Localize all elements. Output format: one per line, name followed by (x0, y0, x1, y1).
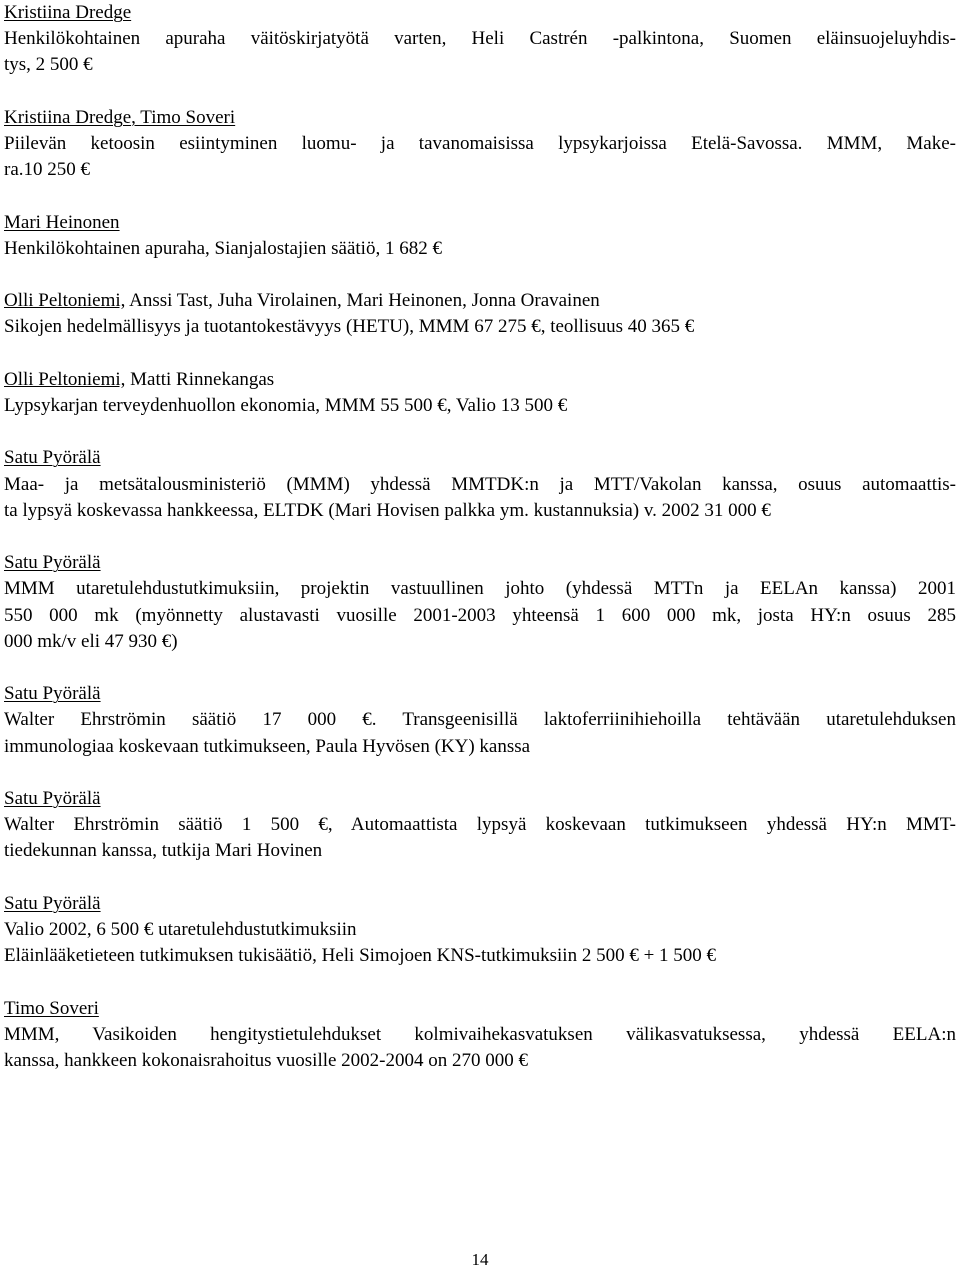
researcher-names (4, 288, 956, 314)
grant-description-line: tys, 2 500 € (4, 54, 93, 76)
grant-description-line: Walter Ehrströmin säätiö 1 500 €, Automaattista lypsyä koskevaan tutkimukseen yhdessä HY:n MMT- (4, 814, 956, 836)
researcher-name: Satu Pyörälä (4, 892, 101, 914)
grant-entry (4, 288, 956, 340)
grant-description-line: tiedekunnan kanssa, tutkija Mari Hovinen (4, 840, 323, 862)
grant-description-line: Walter Ehrströmin säätiö 17 000 €. Transgeenisillä laktoferriinihiehoilla tehtävään utaretulehduksen (4, 709, 956, 731)
co-researcher-names: Anssi Tast, Juha Virolainen, Mari Heinonen, Jonna Oravainen (125, 290, 600, 312)
grant-entry (4, 891, 956, 970)
grant-description-line: Henkilökohtainen apuraha, Sianjalostajien säätiö, 1 682 € (4, 237, 442, 259)
grant-entry (4, 681, 956, 760)
grant-entry (4, 996, 956, 1075)
researcher-name: Satu Pyörälä (4, 683, 101, 705)
grant-description-line: kanssa, hankkeen kokonaisrahoitus vuosille 2002-2004 on 270 000 € (4, 1049, 529, 1071)
researcher-name: Olli Peltoniemi, (4, 290, 126, 312)
co-researcher-names: Matti Rinnekangas (125, 368, 275, 390)
grant-description-line: Sikojen hedelmällisyys ja tuotantokestävyys (HETU), MMM 67 275 €, teollisuus 40 365 € (4, 316, 695, 338)
page-number: 14 (471, 1250, 489, 1269)
grant-entry (4, 210, 956, 262)
grant-entry (4, 445, 956, 524)
grant-entry (4, 0, 956, 79)
grant-description-line: Piilevän ketoosin esiintyminen luomu- ja tavanomaisissa lypsykarjoissa Etelä-Savossa. MMM, Make- (4, 133, 956, 154)
grant-description-line: 550 000 mk (myönnetty alustavasti vuosille 2001-2003 yhteensä 1 600 000 mk, josta HY:n osuus 285 (4, 604, 956, 626)
researcher-name: Kristiina Dredge (4, 2, 132, 23)
researcher-name: Satu Pyörälä (4, 552, 101, 574)
researcher-name: Mari Heinonen (4, 211, 120, 233)
grant-description-line: ta lypsyä koskevassa hankkeessa, ELTDK (Mari Hovisen palkka ym. kustannuksia) v. 2002 31 000 € (4, 499, 771, 521)
researcher-name: Satu Pyörälä (4, 787, 101, 809)
grant-entry (4, 105, 956, 184)
grant-entry (4, 367, 956, 419)
grant-entry (4, 786, 956, 865)
grant-description-line: 000 mk/v eli 47 930 €) (4, 630, 178, 652)
researcher-name: Timo Soveri (4, 997, 99, 1019)
researcher-names (4, 367, 956, 393)
grant-description-line: Maa- ja metsätalousministeriö (MMM) yhdessä MMTDK:n ja MTT/Vakolan kanssa, osuus automaattis- (4, 473, 956, 495)
researcher-name: Olli Peltoniemi, (4, 368, 126, 390)
grant-description-line: immunologiaa koskevaan tutkimukseen, Paula Hyvösen (KY) kanssa (4, 735, 531, 757)
grant-description-line: Eläinlääketieteen tutkimuksen tukisäätiö, Heli Simojoen KNS-tutkimuksiin 2 500 € + 1 500 € (4, 945, 717, 967)
researcher-name: Satu Pyörälä (4, 447, 101, 469)
grant-description-line: Lypsykarjan terveydenhuollon ekonomia, MMM 55 500 €, Valio 13 500 € (4, 394, 568, 416)
grant-description-line: Henkilökohtainen apuraha väitöskirjatyötä varten, Heli Castrén -palkintona, Suomen eläinsuojeluyhdis- (4, 28, 956, 50)
grant-description-line: Valio 2002, 6 500 € utaretulehdustutkimuksiin (4, 918, 357, 940)
document-page (4, 0, 956, 1074)
grant-description-line: MMM utaretulehdustutkimuksiin, projektin vastuullinen johto (yhdessä MTTn ja EELAn kanssa) 2001 (4, 578, 956, 600)
grant-entry (4, 550, 956, 655)
researcher-name: Kristiina Dredge, Timo Soveri (4, 106, 236, 128)
grant-description-line: ra.10 250 € (4, 159, 91, 181)
grant-description-line: MMM, Vasikoiden hengitystietulehdukset kolmivaihekasvatuksen välikasvatuksessa, yhdessä EELA:n (4, 1023, 956, 1045)
